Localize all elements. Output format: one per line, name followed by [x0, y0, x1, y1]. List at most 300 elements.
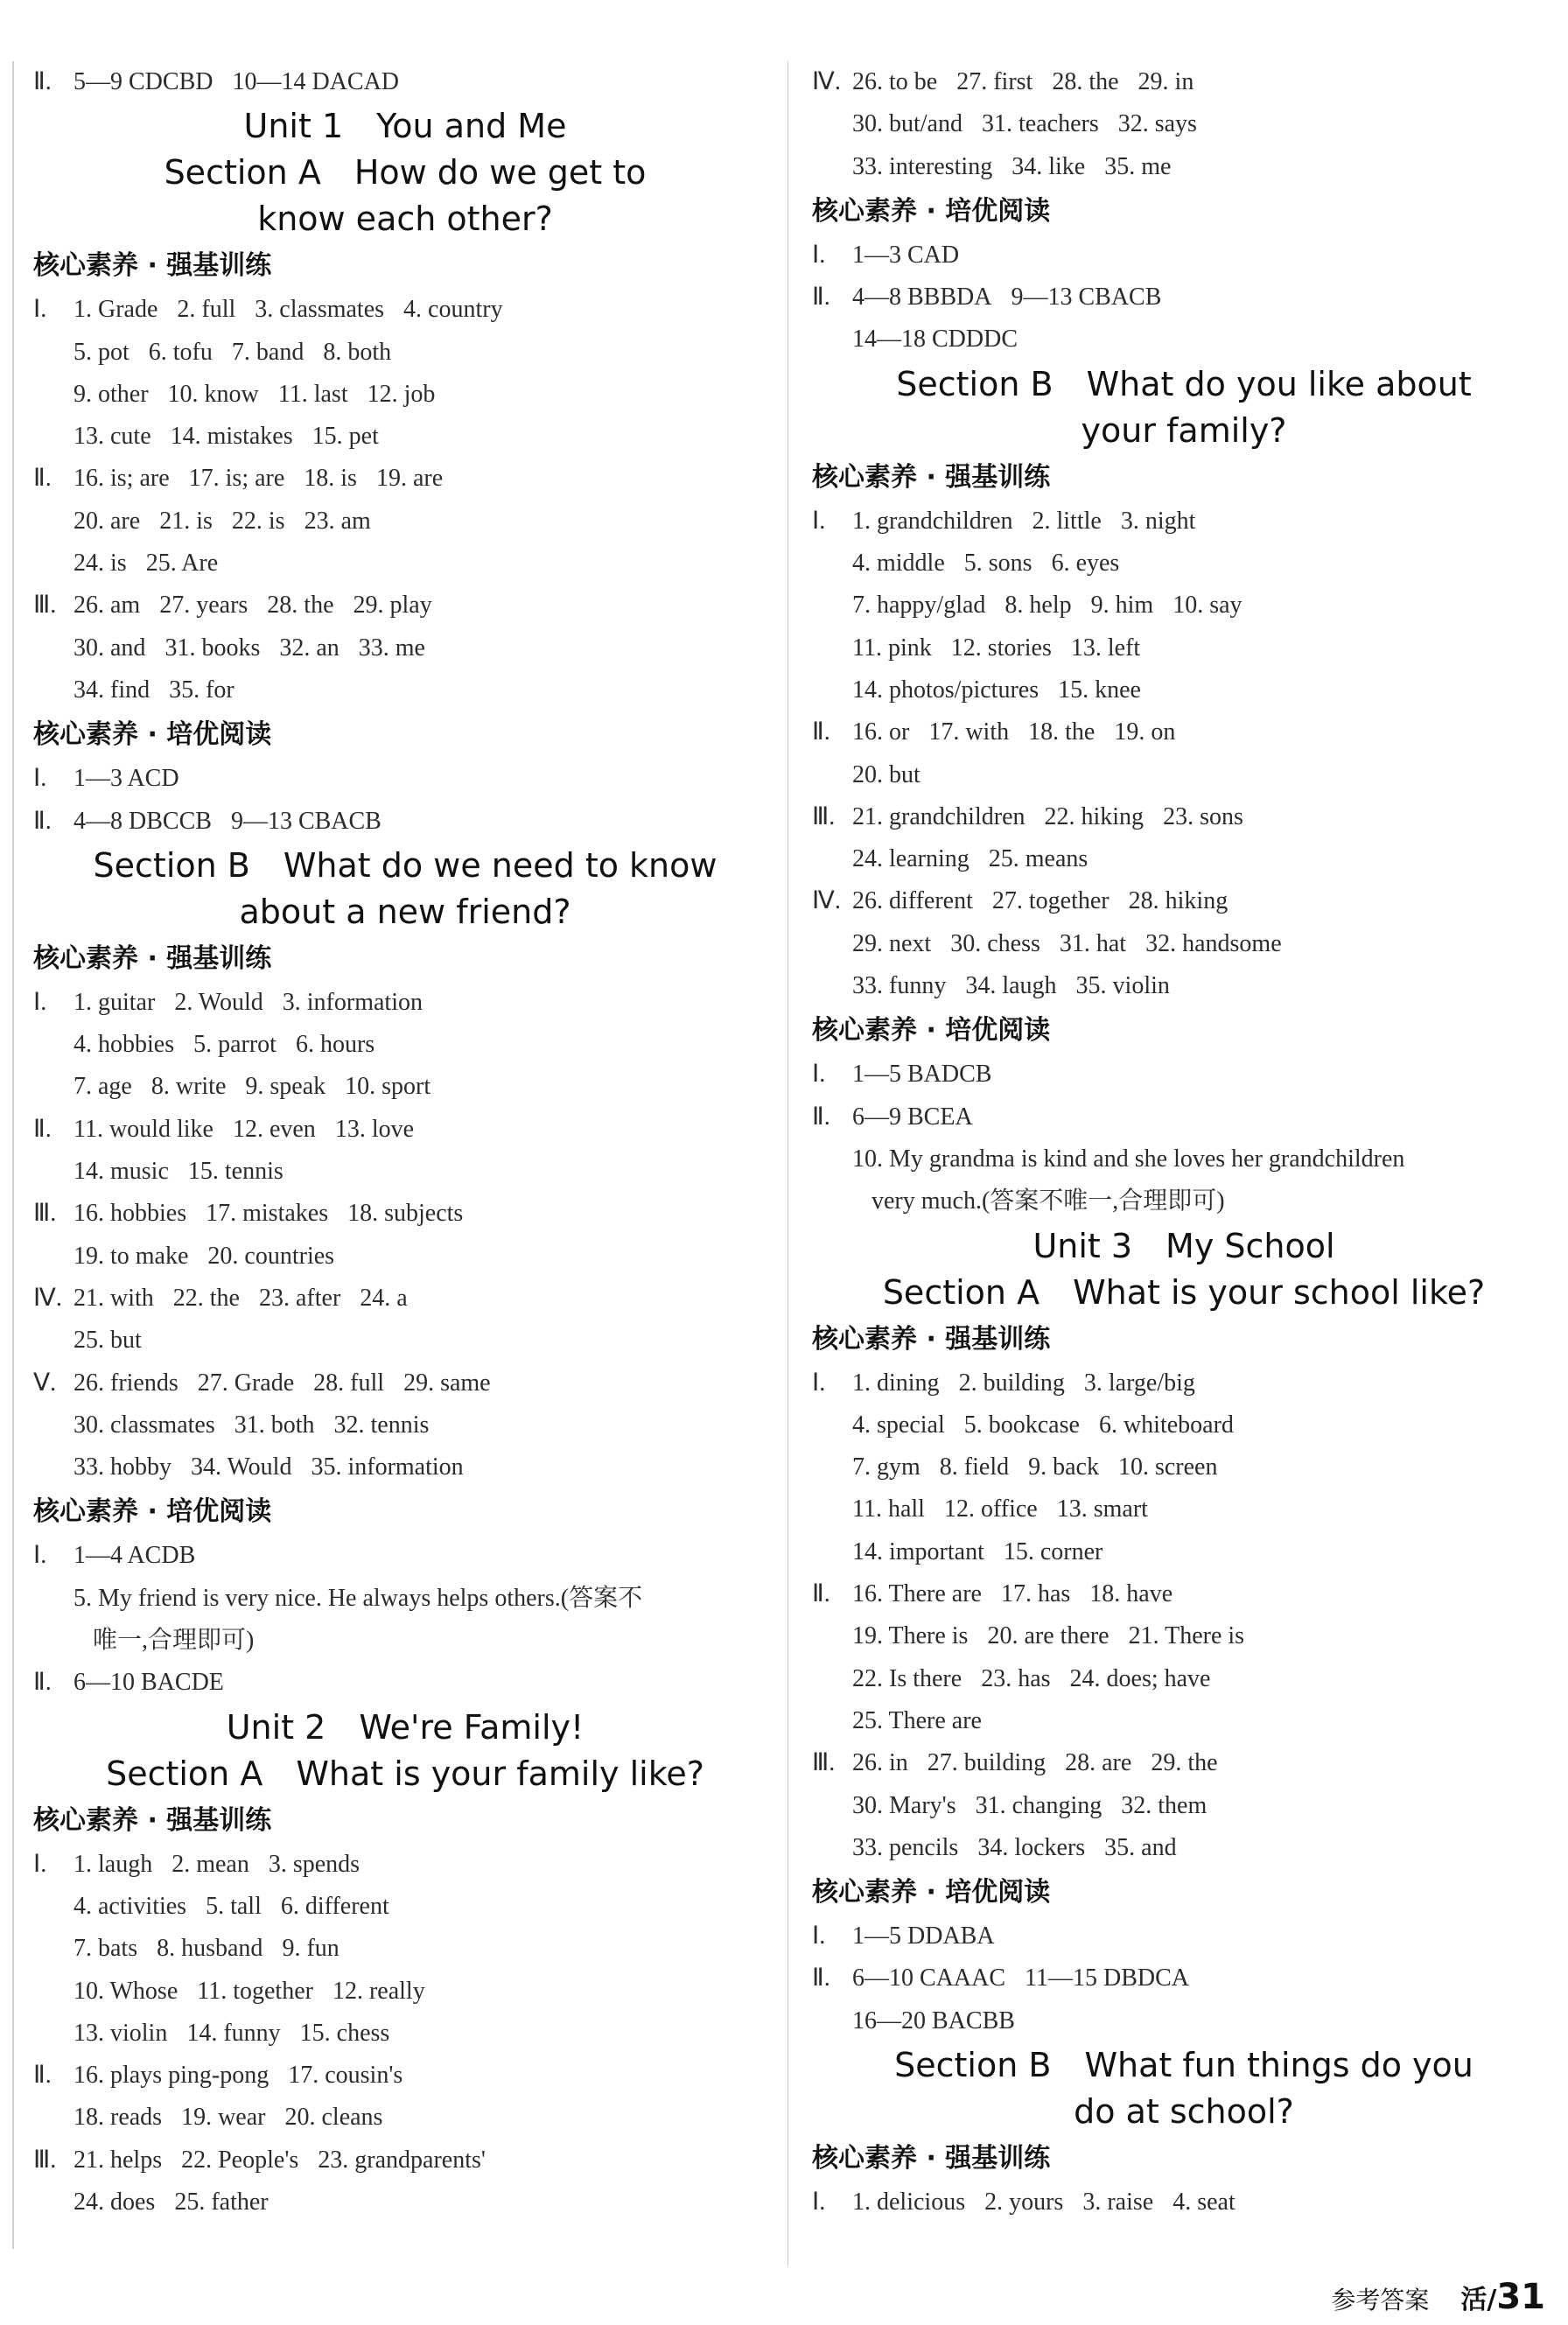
- section-heading: your family?: [1081, 410, 1287, 450]
- answer-line: [33, 1886, 777, 1928]
- answer-column-left: [33, 61, 777, 2223]
- answer-line: [33, 1236, 777, 1278]
- answer-item: 8. help: [1004, 592, 1072, 620]
- subsection-heading: 核心素养 · 培优阅读: [33, 719, 272, 751]
- answer-item: 15. chess: [299, 2019, 390, 2047]
- answer-item: 25. father: [174, 2188, 269, 2216]
- answer-item: 34. laugh: [965, 972, 1057, 1000]
- subsection-heading: 核心素养 · 培优阅读: [812, 1877, 1051, 1908]
- question-group-label: Ⅱ.: [812, 718, 830, 746]
- answer-item: 11. together: [197, 1977, 313, 2005]
- answer-item: 19. There is: [852, 1622, 969, 1650]
- answer-line: [33, 1404, 777, 1446]
- answer-item: 6. whiteboard: [1098, 1411, 1234, 1439]
- answer-item: 31. books: [164, 634, 261, 662]
- answer-line: [812, 543, 1556, 585]
- answer-line: [812, 1700, 1556, 1742]
- answer-item: 17. cousin's: [288, 2062, 403, 2090]
- answer-item: 1. dining: [852, 1369, 940, 1397]
- question-group-label: Ⅱ.: [812, 284, 830, 312]
- answer-item: 1. laugh: [74, 1850, 153, 1878]
- answer-item: 26. to be: [852, 68, 938, 95]
- answer-item: 8. field: [939, 1453, 1010, 1481]
- answer-item: 2. full: [177, 296, 236, 324]
- answer-item: 4. hobbies: [74, 1031, 175, 1059]
- answer-line: [812, 2000, 1556, 2042]
- answer-item: 29. the: [1151, 1749, 1218, 1777]
- answer-item: 9—13 CBACB: [1011, 284, 1162, 312]
- answer-line: [33, 1620, 777, 1662]
- answer-item: 30. and: [74, 634, 146, 662]
- question-group-label: Ⅲ.: [812, 802, 836, 830]
- answer-line: [33, 1928, 777, 1970]
- answer-item: 18. have: [1089, 1580, 1173, 1608]
- answer-item: 26. different: [852, 887, 973, 915]
- answer-item: 35. violin: [1075, 972, 1170, 1000]
- answer-item: 30. but/and: [852, 110, 962, 138]
- answer-line: [812, 1054, 1556, 1096]
- answer-item: 22. hiking: [1044, 802, 1144, 830]
- answer-line: [812, 2181, 1556, 2223]
- answer-item: 35. for: [169, 676, 234, 704]
- answer-item: 25. Are: [145, 550, 219, 578]
- answer-item: 5. pot: [74, 338, 130, 366]
- answer-item: 11. hall: [852, 1495, 925, 1523]
- answer-line: [33, 458, 777, 500]
- answer-line: [812, 1531, 1556, 1573]
- answer-item: 18. is: [304, 465, 357, 493]
- question-group-label: Ⅰ.: [812, 1369, 826, 1397]
- answer-item: 1—3 ACD: [74, 765, 179, 793]
- answer-item: 18. subjects: [347, 1200, 464, 1228]
- question-group-label: Ⅱ.: [33, 807, 52, 835]
- answer-line: [812, 1915, 1556, 1957]
- answer-item: 10. say: [1172, 592, 1242, 620]
- answer-item: 1—4 ACDB: [74, 1542, 196, 1570]
- section-heading: Section B What do you like about: [896, 364, 1472, 403]
- answer-item: 14. music: [74, 1158, 169, 1186]
- answer-line: [812, 585, 1556, 627]
- page-edge-line: [12, 61, 14, 2249]
- answer-line: [33, 1446, 777, 1488]
- answer-item: 25. but: [74, 1327, 142, 1355]
- answer-item: 7. happy/glad: [852, 592, 986, 620]
- question-group-label: Ⅰ.: [33, 296, 47, 324]
- answer-item: 35. and: [1104, 1833, 1177, 1861]
- answer-item: 21. with: [74, 1284, 154, 1312]
- answer-item: 9. him: [1090, 592, 1154, 620]
- answer-item: 2. mean: [172, 1850, 249, 1878]
- answer-item: 10. Whose: [74, 1977, 178, 2005]
- answer-line: [33, 627, 777, 669]
- answer-item: 29. in: [1138, 68, 1194, 95]
- answer-item: 31. teachers: [982, 110, 1099, 138]
- answer-item: 5—9 CDCBD: [74, 68, 214, 95]
- subsection-heading: 核心素养 · 强基训练: [33, 942, 272, 974]
- answer-item: 18. reads: [74, 2104, 163, 2132]
- answer-line: [33, 801, 777, 843]
- answer-line: [33, 501, 777, 543]
- answer-item: 33. hobby: [74, 1453, 172, 1481]
- answer-line: [812, 319, 1556, 361]
- answer-item: 21. There is: [1128, 1622, 1245, 1650]
- answer-item: 23. after: [259, 1284, 341, 1312]
- answer-line: [812, 838, 1556, 880]
- question-group-label: Ⅳ.: [812, 68, 841, 95]
- answer-item: 16. plays ping-pong: [74, 2062, 270, 2090]
- answer-item: 4. seat: [1172, 2188, 1236, 2216]
- answer-item: 5. parrot: [193, 1031, 276, 1059]
- question-group-label: Ⅰ.: [812, 2188, 826, 2216]
- answer-line: [33, 1151, 777, 1193]
- answer-line: [812, 1138, 1556, 1180]
- answer-item: 26. friends: [74, 1369, 178, 1397]
- answer-item: 28. are: [1065, 1749, 1132, 1777]
- answer-item: 19. on: [1114, 718, 1176, 746]
- answer-item: 34. lockers: [977, 1833, 1086, 1861]
- answer-item: 34. find: [74, 676, 150, 704]
- answer-item: 13. smart: [1056, 1495, 1148, 1523]
- question-group-label: Ⅱ.: [812, 1964, 830, 1992]
- answer-line: [33, 332, 777, 374]
- answer-item: 24. does; have: [1069, 1664, 1211, 1692]
- answer-item: 9. speak: [245, 1073, 326, 1101]
- answer-item: 27. building: [927, 1749, 1046, 1777]
- answer-item: 6. tofu: [148, 338, 213, 366]
- answer-line: [812, 627, 1556, 669]
- answer-line: [33, 1662, 777, 1704]
- answer-item: 12. even: [232, 1115, 316, 1143]
- answer-line: [33, 61, 777, 103]
- answer-item: 18. the: [1028, 718, 1096, 746]
- answer-item: 1. Grade: [74, 296, 158, 324]
- answer-item: 4. special: [852, 1411, 945, 1439]
- answer-line: [812, 1404, 1556, 1446]
- answer-item: 3. classmates: [255, 296, 385, 324]
- answer-item: 24. a: [360, 1284, 408, 1312]
- question-group-label: Ⅱ.: [33, 2062, 52, 2090]
- answer-item: 21. helps: [74, 2146, 163, 2174]
- section-heading: Section B What fun things do you: [894, 2045, 1474, 2084]
- answer-line: [33, 585, 777, 627]
- answer-item: 11. would like: [74, 1115, 214, 1143]
- question-group-label: Ⅰ.: [812, 1061, 826, 1089]
- answer-line: [33, 374, 777, 416]
- question-group-label: Ⅲ.: [812, 1749, 836, 1777]
- answer-item: 6—10 BACDE: [74, 1669, 224, 1697]
- answer-item: 13. love: [334, 1115, 415, 1143]
- question-group-label: Ⅱ.: [812, 1103, 830, 1131]
- answer-item: 28. the: [1052, 68, 1119, 95]
- section-heading: Unit 2 We're Family!: [226, 1707, 584, 1747]
- answer-item: 13. violin: [74, 2019, 168, 2047]
- answer-item: 27. first: [956, 68, 1033, 95]
- answer-item: 30. classmates: [74, 1411, 215, 1439]
- answer-item: 10. sport: [345, 1073, 431, 1101]
- answer-item: 29. same: [403, 1369, 491, 1397]
- answer-item: 6. eyes: [1051, 550, 1120, 578]
- answer-line: [33, 1578, 777, 1620]
- answer-item: 7. bats: [74, 1935, 138, 1963]
- answer-item: 1. delicious: [852, 2188, 966, 2216]
- answer-item: 11—15 DBDCA: [1025, 1964, 1189, 1992]
- answer-item: 17. is; are: [188, 465, 285, 493]
- answer-line: [33, 1844, 777, 1886]
- answer-line: [812, 1488, 1556, 1530]
- answer-item: 22. is: [231, 507, 285, 535]
- answer-item: 24. is: [74, 550, 127, 578]
- answer-item: 14. photos/pictures: [852, 676, 1040, 704]
- answer-line: [33, 289, 777, 331]
- question-group-label: Ⅱ.: [33, 465, 52, 493]
- answer-item: 28. the: [267, 592, 334, 620]
- answer-item: 1—5 DDABA: [852, 1922, 995, 1950]
- answer-line: [33, 1109, 777, 1151]
- answer-line: [33, 1971, 777, 2013]
- answer-item: 7. band: [231, 338, 304, 366]
- answer-item: 1—5 BADCB: [852, 1061, 992, 1089]
- answer-item: 16. or: [852, 718, 910, 746]
- footer-label: 参考答案: [1331, 2286, 1430, 2314]
- answer-line: [812, 146, 1556, 188]
- answer-item: 20. but: [852, 760, 920, 788]
- question-group-label: Ⅲ.: [33, 2146, 57, 2174]
- answer-line: [812, 1785, 1556, 1827]
- answer-item: 33. me: [358, 634, 425, 662]
- answer-item: 9. back: [1028, 1453, 1099, 1481]
- answer-item: 34. Would: [191, 1453, 292, 1481]
- answer-line: [812, 1362, 1556, 1404]
- subsection-heading: 核心素养 · 培优阅读: [812, 1015, 1051, 1047]
- answer-line: [33, 1362, 777, 1404]
- answer-item: 15. tennis: [187, 1158, 284, 1186]
- answer-item: 17. with: [928, 718, 1010, 746]
- answer-item: 14. mistakes: [170, 423, 293, 451]
- answer-item: 7. age: [74, 1073, 132, 1101]
- answer-item: 20. countries: [207, 1242, 335, 1270]
- question-group-label: Ⅰ.: [812, 241, 826, 269]
- answer-item: 17. has: [1000, 1580, 1071, 1608]
- answer-item: 13. left: [1070, 634, 1141, 662]
- answer-item: 16. is; are: [74, 465, 170, 493]
- section-heading: Section B What do we need to know: [93, 845, 718, 885]
- answer-line: [33, 1066, 777, 1108]
- answer-item: very much.(答案不唯一,合理即可): [872, 1187, 1225, 1215]
- answer-item: 9—13 CBACB: [230, 807, 382, 835]
- section-heading: about a new friend?: [239, 892, 571, 931]
- answer-item: 23. sons: [1163, 802, 1243, 830]
- question-group-label: Ⅰ.: [812, 1922, 826, 1950]
- answer-line: [812, 235, 1556, 277]
- answer-line: [812, 1827, 1556, 1869]
- answer-item: 35. information: [311, 1453, 464, 1481]
- answer-item: 33. pencils: [852, 1833, 959, 1861]
- answer-line: [812, 711, 1556, 753]
- answer-item: 3. information: [282, 988, 423, 1016]
- answer-line: [33, 1193, 777, 1235]
- answer-item: 15. knee: [1058, 676, 1141, 704]
- subsection-heading: 核心素养 · 强基训练: [812, 461, 1051, 493]
- answer-line: [812, 61, 1556, 103]
- answer-item: 25. There are: [852, 1706, 982, 1734]
- answer-item: 8. husband: [157, 1935, 263, 1963]
- question-group-label: Ⅰ.: [33, 1542, 47, 1570]
- answer-line: [33, 1278, 777, 1320]
- answer-line: [812, 1615, 1556, 1657]
- answer-item: 5. sons: [963, 550, 1032, 578]
- question-group-label: Ⅰ.: [33, 988, 47, 1016]
- answer-item: 24. does: [74, 2188, 156, 2216]
- answer-line: [33, 543, 777, 585]
- answer-line: [33, 669, 777, 711]
- section-heading: Section A What is your school like?: [882, 1272, 1486, 1312]
- section-heading: Section A How do we get to: [164, 153, 647, 193]
- subsection-heading: 核心素养 · 强基训练: [33, 1804, 272, 1836]
- answer-item: 10. screen: [1117, 1453, 1218, 1481]
- answer-item: 20. cleans: [284, 2104, 383, 2132]
- question-group-label: Ⅱ.: [33, 68, 52, 95]
- page-number: 31: [1496, 2277, 1545, 2317]
- answer-item: 12. stories: [950, 634, 1052, 662]
- answer-item: 17. mistakes: [206, 1200, 329, 1228]
- answer-item: 23. grandparents': [318, 2146, 486, 2174]
- answer-line: [812, 1957, 1556, 1999]
- answer-item: 31. hat: [1059, 929, 1127, 957]
- answer-item: 13. cute: [74, 423, 151, 451]
- answer-item: 14. important: [852, 1537, 984, 1565]
- answer-item: 32. tennis: [333, 1411, 430, 1439]
- answer-item: 2. building: [958, 1369, 1065, 1397]
- answer-item: 3. raise: [1082, 2188, 1154, 2216]
- answer-item: 16. There are: [852, 1580, 982, 1608]
- answer-item: 33. funny: [852, 972, 947, 1000]
- answer-line: [812, 796, 1556, 838]
- answer-item: 6—10 CAAAC: [852, 1964, 1006, 1992]
- answer-item: 1—3 CAD: [852, 241, 960, 269]
- answer-item: 33. interesting: [852, 152, 993, 180]
- question-group-label: Ⅱ.: [33, 1115, 52, 1143]
- subsection-heading: 核心素养 · 强基训练: [812, 1323, 1051, 1355]
- answer-item: 27. years: [159, 592, 248, 620]
- answer-item: 10. My grandma is kind and she loves her grandchildren: [852, 1145, 1405, 1173]
- answer-item: 4. middle: [852, 550, 945, 578]
- answer-line: [33, 1535, 777, 1577]
- answer-item: 12. job: [367, 380, 436, 408]
- answer-item: 23. am: [304, 507, 371, 535]
- question-group-label: Ⅱ.: [33, 1669, 52, 1697]
- answer-item: 6. different: [280, 1892, 389, 1920]
- answer-line: [812, 1446, 1556, 1488]
- subsection-heading: 核心素养 · 培优阅读: [33, 1496, 272, 1528]
- answer-line: [812, 754, 1556, 796]
- answer-item: 32. an: [279, 634, 340, 662]
- answer-item: 27. Grade: [197, 1369, 295, 1397]
- page-footer: [1331, 2277, 1545, 2317]
- answer-item: 28. hiking: [1128, 887, 1228, 915]
- answer-item: 4—8 DBCCB: [74, 807, 212, 835]
- answer-item: 5. tall: [206, 1892, 262, 1920]
- answer-item: 23. has: [981, 1664, 1051, 1692]
- question-group-label: Ⅴ.: [33, 1369, 57, 1397]
- question-group-label: Ⅲ.: [33, 592, 57, 620]
- answer-line: [812, 277, 1556, 319]
- question-group-label: Ⅰ.: [33, 765, 47, 793]
- answer-item: 2. Would: [174, 988, 263, 1016]
- answer-line: [812, 103, 1556, 145]
- answer-item: 22. People's: [181, 2146, 299, 2174]
- answer-item: 16. hobbies: [74, 1200, 187, 1228]
- answer-item: 12. really: [332, 1977, 425, 2005]
- answer-item: 11. last: [277, 380, 348, 408]
- answer-item: 24. learning: [852, 845, 970, 873]
- answer-item: 22. the: [172, 1284, 240, 1312]
- answer-item: 4. activities: [74, 1892, 187, 1920]
- answer-line: [812, 965, 1556, 1007]
- answer-line: [812, 1096, 1556, 1138]
- answer-item: 34. like: [1012, 152, 1086, 180]
- answer-line: [812, 1658, 1556, 1700]
- subsection-heading: 核心素养 · 强基训练: [812, 2142, 1051, 2174]
- answer-line: [33, 758, 777, 800]
- answer-item: 唯一,合理即可): [93, 1627, 255, 1655]
- answer-item: 14—18 CDDDC: [852, 326, 1018, 354]
- answer-item: 28. full: [313, 1369, 385, 1397]
- section-heading: Section A What is your family like?: [106, 1754, 704, 1793]
- answer-item: 27. together: [991, 887, 1110, 915]
- answer-item: 15. corner: [1003, 1537, 1103, 1565]
- answer-item: 19. wear: [181, 2104, 266, 2132]
- section-heading: do at school?: [1074, 2091, 1294, 2131]
- answer-item: 7. gym: [852, 1453, 920, 1481]
- answer-item: 1. guitar: [74, 988, 156, 1016]
- subsection-heading: 核心素养 · 培优阅读: [812, 195, 1051, 227]
- answer-item: 9. other: [74, 380, 149, 408]
- section-heading: Unit 3 My School: [1032, 1226, 1335, 1265]
- answer-item: 15. pet: [312, 423, 379, 451]
- answer-line: [812, 1180, 1556, 1222]
- answer-item: 8. both: [323, 338, 392, 366]
- answer-item: 29. next: [852, 929, 932, 957]
- answer-line: [812, 1573, 1556, 1615]
- answer-line: [33, 982, 777, 1024]
- answer-item: 20. are: [74, 507, 141, 535]
- answer-item: 19. are: [375, 465, 444, 493]
- answer-item: 4. country: [403, 296, 503, 324]
- answer-item: 29. play: [353, 592, 432, 620]
- answer-item: 3. night: [1120, 507, 1196, 535]
- answer-line: [33, 2097, 777, 2139]
- answer-item: 21. is: [159, 507, 213, 535]
- answer-item: 16—20 BACBB: [852, 2006, 1015, 2034]
- answer-item: 19. to make: [74, 1242, 189, 1270]
- answer-line: [812, 501, 1556, 543]
- question-group-label: Ⅱ.: [812, 1580, 830, 1608]
- answer-line: [33, 2055, 777, 2097]
- answer-item: 31. both: [234, 1411, 315, 1439]
- answer-item: 31. changing: [975, 1791, 1102, 1819]
- answer-item: 25. means: [988, 845, 1088, 873]
- answer-line: [33, 1024, 777, 1066]
- answer-item: 5. bookcase: [963, 1411, 1080, 1439]
- answer-line: [33, 2181, 777, 2223]
- answer-item: 20. are there: [987, 1622, 1110, 1650]
- answer-item: 8. write: [150, 1073, 227, 1101]
- answer-item: 22. Is there: [852, 1664, 962, 1692]
- answer-item: 2. little: [1032, 507, 1102, 535]
- section-heading: Unit 1 You and Me: [243, 107, 567, 146]
- answer-item: 3. large/big: [1083, 1369, 1195, 1397]
- answer-item: 32. them: [1121, 1791, 1208, 1819]
